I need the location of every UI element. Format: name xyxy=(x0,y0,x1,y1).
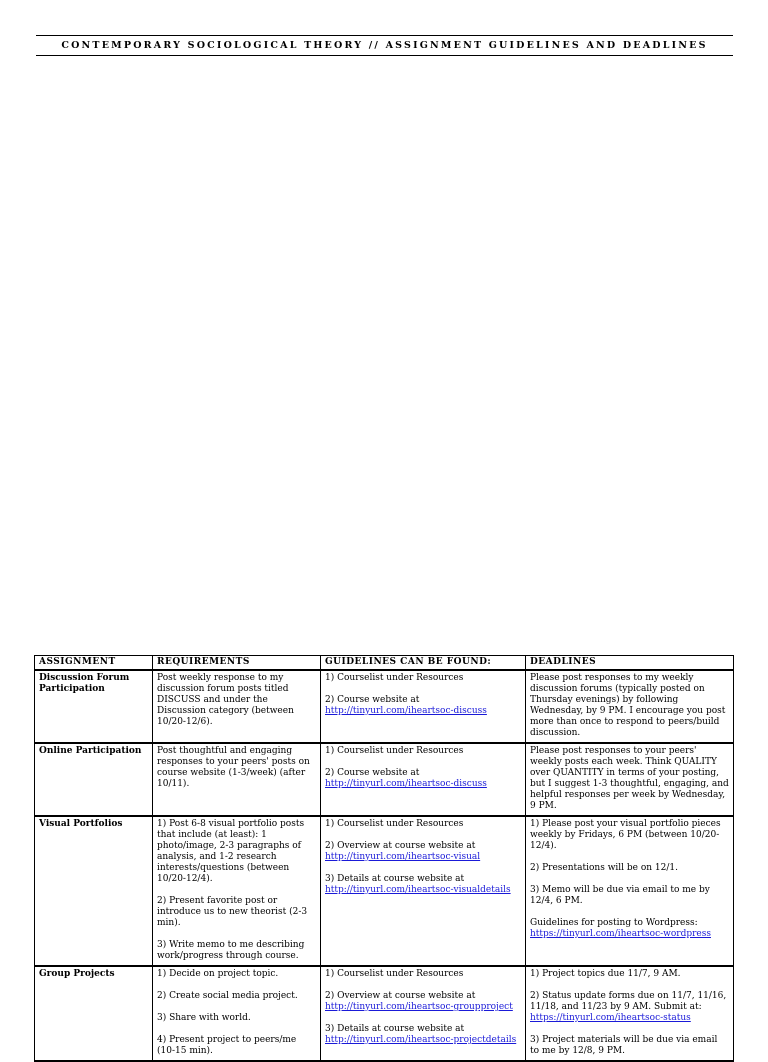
cell-text: 3) Details at course website at xyxy=(325,1024,465,1034)
table-row xyxy=(35,743,734,816)
cell-paragraph xyxy=(325,746,521,757)
requirements-cell xyxy=(153,966,321,1061)
assignment-name: Visual Portfolios xyxy=(35,816,153,966)
deadlines-cell xyxy=(526,743,734,816)
cell-paragraph xyxy=(530,1035,729,1057)
cell-text: 2) Overview at course website at xyxy=(325,991,476,1001)
cell-text: Please post responses to my weekly discussion forums (typically posted on Thursday evenings) by following Wednesday, by 9 PM. I encourage you post more than once to respond to peers/build discussion. xyxy=(530,673,726,738)
cell-paragraph xyxy=(325,1024,521,1046)
cell-text: 3) Project materials will be due via email to me by 12/8, 9 PM. xyxy=(530,1035,718,1056)
cell-paragraph xyxy=(530,673,729,739)
table-body xyxy=(35,670,734,1061)
url-link[interactable]: http://tinyurl.com/iheartsoc-visual xyxy=(325,852,481,862)
requirement-text: 4) Present project to peers/me (10-15 min). xyxy=(157,1035,297,1056)
guidelines-cell xyxy=(321,966,526,1061)
requirements-cell xyxy=(153,670,321,743)
requirement-text: Post weekly response to my discussion forum posts titled DISCUSS and under the Discussion category (between 10/20-12/6). xyxy=(157,673,294,727)
requirements-cell xyxy=(153,816,321,966)
url-link[interactable]: http://tinyurl.com/iheartsoc-discuss xyxy=(325,779,487,789)
cell-paragraph xyxy=(530,746,729,812)
cell-paragraph xyxy=(325,673,521,684)
cell-text: 2) Presentations will be on 12/1. xyxy=(530,863,678,873)
requirement-text: 2) Create social media project. xyxy=(157,991,298,1001)
cell-text: 2) Status update forms due on 11/7, 11/16, 11/18, and 11/23 by 9 AM. Submit at: xyxy=(530,991,727,1012)
url-link[interactable]: https://tinyurl.com/iheartsoc-status xyxy=(530,1013,691,1023)
deadlines-cell xyxy=(526,816,734,966)
url-link[interactable]: http://tinyurl.com/iheartsoc-groupproject xyxy=(325,1002,513,1012)
cell-paragraph xyxy=(325,819,521,830)
url-link[interactable]: http://tinyurl.com/iheartsoc-discuss xyxy=(325,706,487,716)
cell-text: 2) Course website at xyxy=(325,695,420,705)
cell-paragraph xyxy=(325,695,521,717)
cell-text: 1) Courselist under Resources xyxy=(325,969,464,979)
cell-paragraph xyxy=(530,863,729,874)
requirement-text: 2) Present favorite post or introduce us to new theorist (2-3 min). xyxy=(157,896,308,928)
cell-paragraph xyxy=(530,819,729,852)
requirement-text: 1) Decide on project topic. xyxy=(157,969,279,979)
cell-paragraph xyxy=(530,885,729,907)
requirement-text: 3) Share with world. xyxy=(157,1013,251,1023)
assignments-table xyxy=(34,655,734,1062)
cell-text: 2) Overview at course website at xyxy=(325,841,476,851)
cell-text: 1) Courselist under Resources xyxy=(325,746,464,756)
guidelines-cell xyxy=(321,743,526,816)
assignment-name: Group Projects xyxy=(35,966,153,1061)
deadlines-cell xyxy=(526,670,734,743)
cell-paragraph xyxy=(325,969,521,980)
assignment-name: Discussion Forum Participation xyxy=(35,670,153,743)
guidelines-cell xyxy=(321,670,526,743)
cell-paragraph xyxy=(530,969,729,980)
deadlines-cell xyxy=(526,966,734,1061)
cell-paragraph xyxy=(325,991,521,1013)
cell-text: 1) Courselist under Resources xyxy=(325,673,464,683)
document-header: CONTEMPORARY SOCIOLOGICAL THEORY // ASSIGNMENT GUIDELINES AND DEADLINES xyxy=(36,35,733,56)
table-row xyxy=(35,816,734,966)
column-header-deadlines: DEADLINES xyxy=(526,656,734,671)
cell-paragraph xyxy=(325,874,521,896)
url-link[interactable]: https://tinyurl.com/iheartsoc-wordpress xyxy=(530,929,711,939)
cell-text: Please post responses to your peers' weekly posts each week. Think QUALITY over QUANTITY in terms of your posting, but I suggest 1-3 thoughtful, engaging, and helpful responses per week by Wednesday, 9 PM. xyxy=(530,746,729,811)
url-link[interactable]: http://tinyurl.com/iheartsoc-visualdetails xyxy=(325,885,511,895)
requirement-text: 1) Post 6-8 visual portfolio posts that include (at least): 1 photo/image, 2-3 paragraphs of analysis, and 1-2 research interests/questions (between 10/20-12/4). xyxy=(157,819,305,884)
column-header-guidelines: GUIDELINES CAN BE FOUND: xyxy=(321,656,526,671)
assignment-name: Online Participation xyxy=(35,743,153,816)
table-row xyxy=(35,670,734,743)
cell-paragraph xyxy=(325,841,521,863)
cell-text: 1) Courselist under Resources xyxy=(325,819,464,829)
cell-paragraph xyxy=(530,991,729,1024)
column-header-requirements: REQUIREMENTS xyxy=(153,656,321,671)
requirements-cell xyxy=(153,743,321,816)
requirement-text: 3) Write memo to me describing work/progress through course. xyxy=(157,940,305,961)
cell-text: 3) Memo will be due via email to me by 12/4, 6 PM. xyxy=(530,885,710,906)
cell-text: 3) Details at course website at xyxy=(325,874,465,884)
cell-text: 1) Project topics due 11/7, 9 AM. xyxy=(530,969,681,979)
guidelines-cell xyxy=(321,816,526,966)
cell-text: 1) Please post your visual portfolio pieces weekly by Fridays, 6 PM (between 10/20-12/4). xyxy=(530,819,721,851)
url-link[interactable]: http://tinyurl.com/iheartsoc-projectdetails xyxy=(325,1035,517,1045)
requirement-text: Post thoughtful and engaging responses to your peers' posts on course website (1-3/week) (after 10/11). xyxy=(157,746,310,789)
column-header-assignment: ASSIGNMENT xyxy=(35,656,153,671)
cell-text: 2) Course website at xyxy=(325,768,420,778)
table-header-row xyxy=(35,656,734,671)
cell-text: Guidelines for posting to Wordpress: xyxy=(530,918,698,928)
cell-paragraph xyxy=(530,918,729,940)
table-row xyxy=(35,966,734,1061)
cell-paragraph xyxy=(325,768,521,790)
